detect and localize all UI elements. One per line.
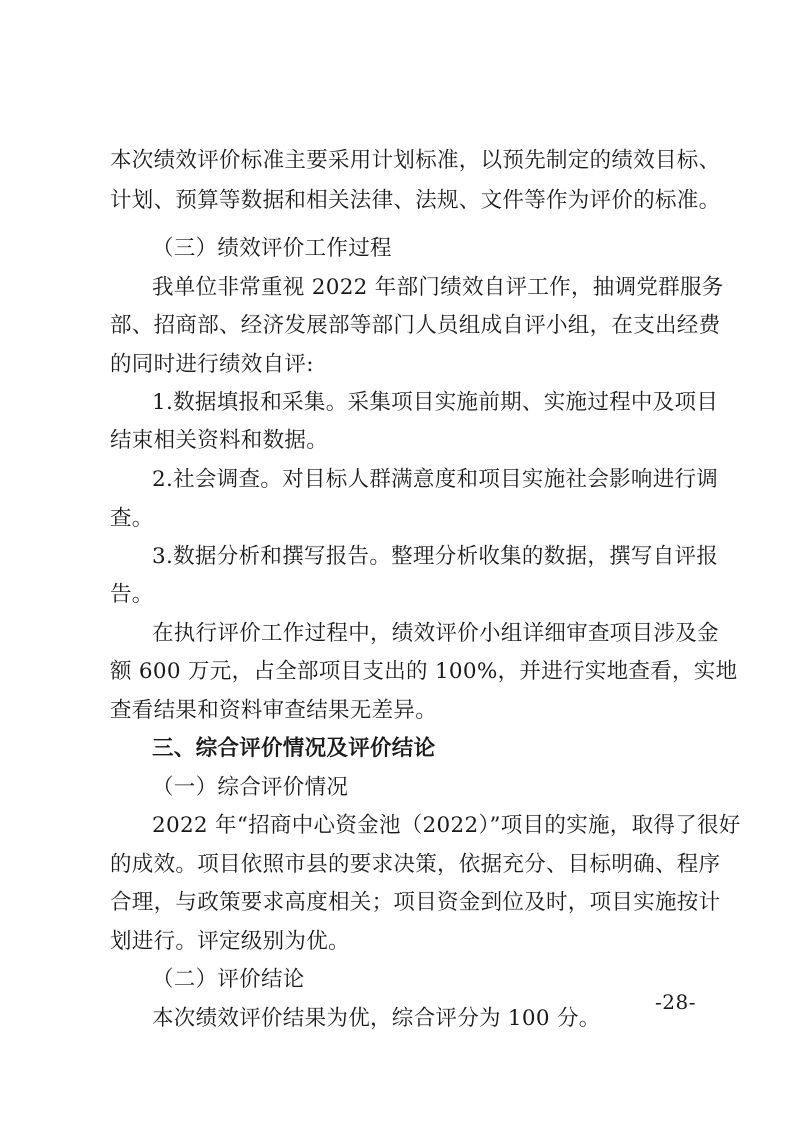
paragraph-line: 本次绩效评价标准主要采用计划标准，以预先制定的绩效目标、 (110, 148, 721, 173)
list-item-line: 1.数据填报和采集。采集项目实施前期、实施过程中及项目 (152, 390, 719, 415)
section-subheading: （一）综合评价情况 (152, 775, 349, 800)
paragraph-line: 的同时进行绩效自评: (110, 352, 314, 377)
paragraph-line: 2022 年“招商中心资金池（2022）”项目的实施，取得了很好 (152, 813, 741, 838)
list-item-line: 3.数据分析和撰写报告。整理分析收集的数据，撰写自评报 (152, 544, 719, 569)
list-item-line: 结束相关资料和数据。 (110, 428, 329, 453)
paragraph-line: 合理，与政策要求高度相关；项目资金到位及时，项目实施按计 (110, 890, 721, 915)
paragraph-line: 计划、预算等数据和相关法律、法规、文件等作为评价的标准。 (110, 188, 721, 213)
paragraph-line: 部、招商部、经济发展部等部门人员组成自评小组，在支出经费 (110, 313, 721, 338)
paragraph-line: 查看结果和资料审查结果无差异。 (110, 698, 438, 723)
paragraph-line: 划进行。评定级别为优。 (110, 929, 350, 954)
section-heading: 三、综合评价情况及评价结论 (152, 736, 436, 761)
section-subheading: （三）绩效评价工作过程 (152, 236, 392, 261)
paragraph-line: 额 600 万元，占全部项目支出的 100%，并进行实地查看，实地 (110, 659, 738, 684)
list-item-line: 2.社会调查。对目标人群满意度和项目实施社会影响进行调 (152, 467, 719, 492)
list-item-line: 查。 (110, 506, 154, 531)
list-item-line: 告。 (110, 582, 154, 607)
paragraph-line: 本次绩效评价结果为优，综合评分为 100 分。 (152, 1006, 601, 1031)
paragraph-line: 在执行评价工作过程中，绩效评价小组详细审查项目涉及金 (152, 621, 719, 646)
paragraph-line: 我单位非常重视 2022 年部门绩效自评工作，抽调党群服务 (152, 275, 724, 300)
paragraph-line: 的成效。项目依照市县的要求决策，依据充分、目标明确、程序 (110, 852, 721, 877)
page-number: -28- (655, 990, 696, 1014)
section-subheading: （二）评价结论 (152, 967, 305, 992)
